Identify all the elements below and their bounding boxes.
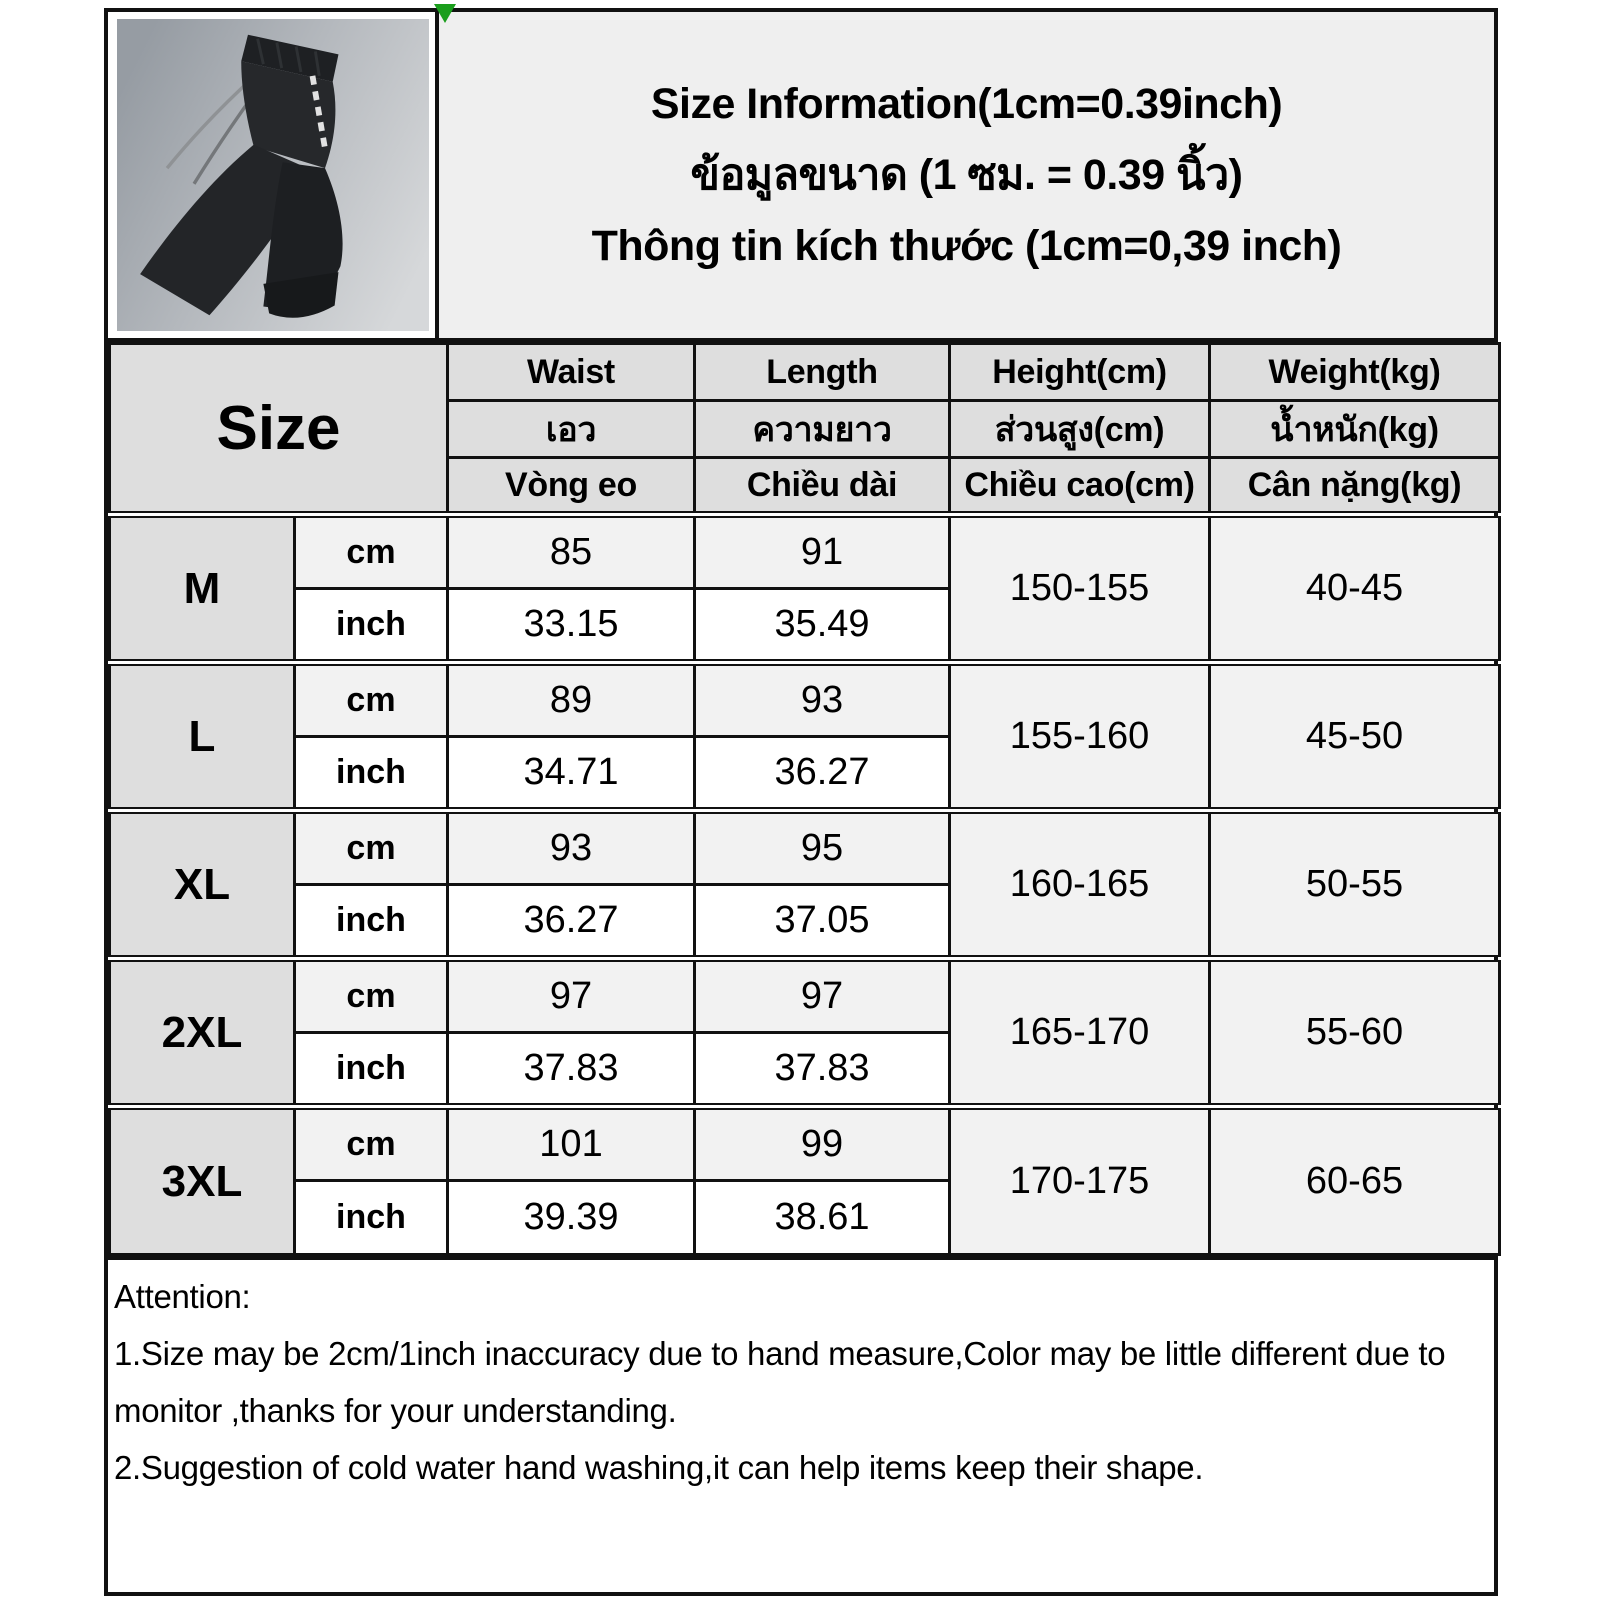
waist-inch-value: 34.71 [448, 737, 695, 811]
size-row-xl-cm [110, 811, 1500, 885]
waist-cm-value: 85 [448, 515, 695, 589]
length-inch-value: 36.27 [695, 737, 950, 811]
attention-heading: Attention: [114, 1278, 251, 1315]
attention-note-2: 2.Suggestion of cold water hand washing,it can help items keep their shape. [114, 1449, 1204, 1486]
size-row-3xl-cm [110, 1107, 1500, 1181]
weight-range-value: 40-45 [1210, 515, 1500, 663]
title-panel [439, 12, 1494, 338]
col-header-waist-th: เอว [448, 401, 695, 458]
attention-note-1: 1.Size may be 2cm/1inch inaccuracy due to hand measure,Color may be little different due to monitor ,thanks for your understanding. [114, 1335, 1446, 1429]
size-row-l-cm [110, 663, 1500, 737]
height-range-value: 170-175 [950, 1107, 1210, 1255]
col-header-weight-th: น้ำหนัก(kg) [1210, 401, 1500, 458]
size-label: M [110, 515, 295, 663]
col-header-height-vi: Chiều cao(cm) [950, 458, 1210, 515]
waist-inch-value: 36.27 [448, 885, 695, 959]
col-header-height-en: Height(cm) [950, 344, 1210, 401]
product-photo [117, 19, 429, 331]
size-label: L [110, 663, 295, 811]
height-range-value: 155-160 [950, 663, 1210, 811]
title-english: Size Information(1cm=0.39inch) [650, 79, 1283, 128]
waist-cm-value: 97 [448, 959, 695, 1033]
col-header-height-th: ส่วนสูง(cm) [950, 401, 1210, 458]
jogger-pants-illustration [117, 19, 429, 331]
size-label: 3XL [110, 1107, 295, 1255]
attention-box [108, 1256, 1494, 1592]
length-cm-value: 97 [695, 959, 950, 1033]
weight-range-value: 55-60 [1210, 959, 1500, 1107]
weight-range-value: 60-65 [1210, 1107, 1500, 1255]
title-vietnamese: Thông tin kích thước (1cm=0,39 inch) [591, 221, 1342, 270]
waist-cm-value: 89 [448, 663, 695, 737]
size-label: 2XL [110, 959, 295, 1107]
unit-label-inch: inch [295, 589, 448, 663]
unit-label-cm: cm [295, 1107, 448, 1181]
unit-label-inch: inch [295, 1181, 448, 1255]
col-header-weight-vi: Cân nặng(kg) [1210, 458, 1500, 515]
col-header-length-th: ความยาว [695, 401, 950, 458]
unit-label-inch: inch [295, 885, 448, 959]
product-photo-cell [108, 12, 439, 338]
length-inch-value: 37.05 [695, 885, 950, 959]
size-label: XL [110, 811, 295, 959]
size-row-m-cm [110, 515, 1500, 589]
waist-inch-value: 39.39 [448, 1181, 695, 1255]
unit-label-cm: cm [295, 663, 448, 737]
weight-range-value: 45-50 [1210, 663, 1500, 811]
col-header-weight-en: Weight(kg) [1210, 344, 1500, 401]
col-header-waist-vi: Vòng eo [448, 458, 695, 515]
unit-label-inch: inch [295, 1033, 448, 1107]
title-thai: ข้อมูลขนาด (1 ซม. = 0.39 นิ้ว) [690, 150, 1243, 199]
col-header-length-vi: Chiều dài [695, 458, 950, 515]
unit-label-inch: inch [295, 737, 448, 811]
length-cm-value: 91 [695, 515, 950, 589]
waist-inch-value: 37.83 [448, 1033, 695, 1107]
green-corner-icon [434, 4, 456, 23]
col-header-waist-en: Waist [448, 344, 695, 401]
weight-range-value: 50-55 [1210, 811, 1500, 959]
unit-label-cm: cm [295, 959, 448, 1033]
size-table-header [110, 344, 1500, 515]
height-range-value: 160-165 [950, 811, 1210, 959]
length-cm-value: 99 [695, 1107, 950, 1181]
size-table [108, 342, 1501, 1256]
top-banner [108, 12, 1494, 342]
height-range-value: 165-170 [950, 959, 1210, 1107]
header-row-english [110, 344, 1500, 401]
col-header-length-en: Length [695, 344, 950, 401]
waist-inch-value: 33.15 [448, 589, 695, 663]
height-range-value: 150-155 [950, 515, 1210, 663]
size-row-2xl-cm [110, 959, 1500, 1033]
size-corner-header: Size [110, 344, 448, 515]
waist-cm-value: 101 [448, 1107, 695, 1181]
size-table-body [110, 515, 1500, 1255]
length-inch-value: 38.61 [695, 1181, 950, 1255]
unit-label-cm: cm [295, 811, 448, 885]
length-cm-value: 95 [695, 811, 950, 885]
unit-label-cm: cm [295, 515, 448, 589]
length-inch-value: 37.83 [695, 1033, 950, 1107]
length-cm-value: 93 [695, 663, 950, 737]
size-chart-sheet [104, 8, 1498, 1596]
length-inch-value: 35.49 [695, 589, 950, 663]
waist-cm-value: 93 [448, 811, 695, 885]
